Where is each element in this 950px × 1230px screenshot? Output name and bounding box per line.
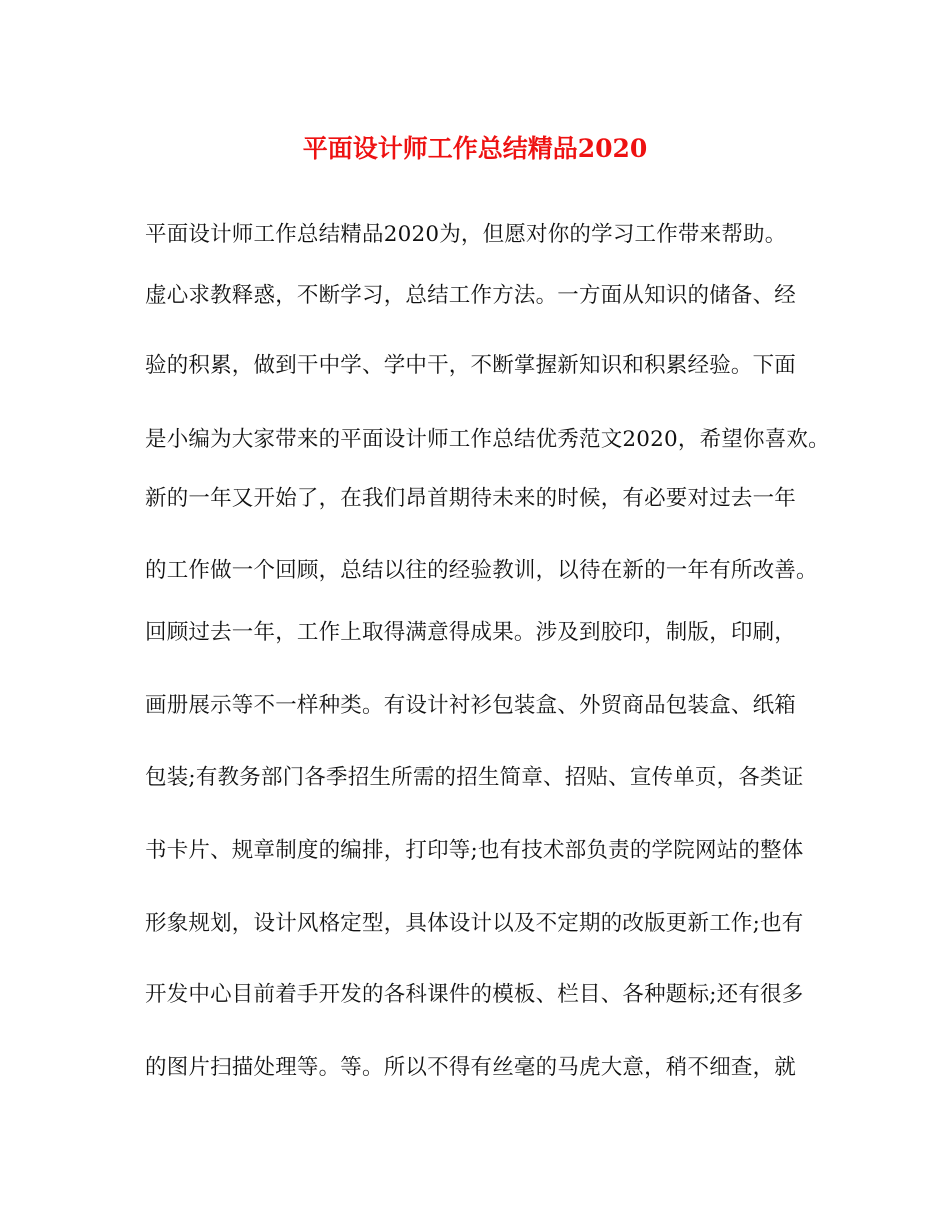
paragraph-line: 画册展示等不一样种类。有设计衬衫包装盒、外贸商品包装盒、纸箱 [145, 693, 797, 718]
paragraph-line: 回顾过去一年，工作上取得满意得成果。涉及到胶印，制版，印刷， [145, 620, 797, 645]
document-title: 平面设计师工作总结精品2020 [302, 134, 648, 163]
paragraph-line: 验的积累，做到干中学、学中干，不断掌握新知识和积累经验。下面 [145, 353, 797, 378]
paragraph-line: 包装;有教务部门各季招生所需的招生简章、招贴、宣传单页，各类证 [145, 765, 804, 790]
paragraph-line: 的图片扫描处理等。等。所以不得有丝毫的马虎大意，稍不细查，就 [145, 1055, 797, 1080]
paragraph-line: 是小编为大家带来的平面设计师工作总结优秀范文2020，希望你喜欢。 [145, 427, 830, 452]
paragraph-line: 的工作做一个回顾，总结以往的经验教训，以待在新的一年有所改善。 [145, 558, 818, 583]
paragraph-line: 书卡片、规章制度的编排，打印等;也有技术部负责的学院网站的整体 [145, 838, 804, 863]
paragraph-line: 平面设计师工作总结精品2020为，但愿对你的学习工作带来帮助。 [145, 222, 787, 247]
paragraph-line: 虚心求教释惑，不断学习，总结工作方法。一方面从知识的储备、经 [145, 283, 797, 308]
paragraph-line: 新的一年又开始了，在我们昂首期待未来的时候，有必要对过去一年 [145, 486, 797, 511]
paragraph-line: 形象规划，设计风格定型，具体设计以及不定期的改版更新工作;也有 [145, 911, 804, 936]
paragraph-line: 开发中心目前着手开发的各科课件的模板、栏目、各种题标;还有很多 [145, 982, 804, 1007]
